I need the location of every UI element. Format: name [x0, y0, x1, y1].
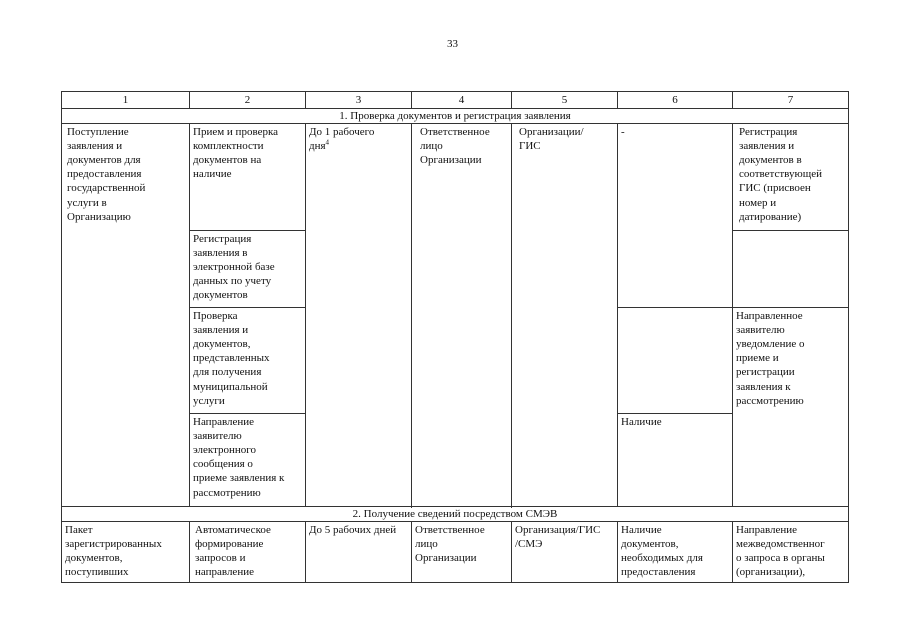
page-number: 33	[447, 38, 458, 50]
section-1-action-1: Прием и проверка комплектности документов на наличие	[190, 124, 306, 231]
section-1-title: 1. Проверка документов и регистрация заявления	[62, 109, 849, 124]
section-1-duration-text: До 1 рабочего дня	[309, 126, 375, 153]
header-cell-2: 2	[190, 92, 306, 109]
section-1-duration-cell	[306, 124, 412, 507]
section-1-input-cell	[62, 124, 190, 507]
section-2-responsible-cell: Ответственное лицо Организации	[412, 522, 512, 583]
header-row	[62, 92, 849, 109]
header-cell-4: 4	[412, 92, 512, 109]
section-2-criteria-cell: Наличие документов, необходимых для предоставления	[618, 522, 733, 583]
header-cell-5: 5	[512, 92, 618, 109]
section-1-action-3: Проверка заявления и документов, представленных для получения муниципальной услуги	[190, 308, 306, 414]
section-1-input-text: Поступление заявления и документов для предоставления государственной услуги в Организацию	[67, 126, 146, 223]
section-2-result-cell: Направление межведомственног о запроса в органы (организации),	[733, 522, 849, 583]
service-procedure-table	[61, 91, 849, 583]
section-2-duration-cell: До 5 рабочих дней	[306, 522, 412, 583]
section-2-action-cell: Автоматическое формирование запросов и направление	[190, 522, 306, 583]
header-cell-1: 1	[62, 92, 190, 109]
section-1-resources-cell: Организации/ ГИС	[512, 124, 618, 507]
section-1-action-2: Регистрация заявления в электронной базе данных по учету документов	[190, 231, 306, 308]
section-1-action-4: Направление заявителю электронного сообщения о приеме заявления к рассмотрению	[190, 414, 306, 507]
footnote-marker: 4	[325, 138, 330, 147]
section-1-result-2	[733, 231, 849, 308]
header-cell-7: 7	[733, 92, 849, 109]
section-1-criteria-3	[618, 308, 733, 414]
section-1-result-1: Регистрация заявления и документов в соответствующей ГИС (присвоен номер и датирование)	[733, 124, 849, 231]
section-1-responsible-cell: Ответственное лицо Организации	[412, 124, 512, 507]
section-2-title-row	[62, 507, 849, 522]
section-1-title-row	[62, 109, 849, 124]
section-1-result-3: Направленное заявителю уведомление о приеме и регистрации заявления к рассмотрению	[733, 308, 849, 507]
section-2-title: 2. Получение сведений посредством СМЭВ	[62, 507, 849, 522]
section-1-criteria-1: -	[618, 124, 733, 308]
header-cell-3: 3	[306, 92, 412, 109]
section-2-input-cell: Пакет зарегистрированных документов, поступивших	[62, 522, 190, 583]
table-row	[62, 522, 849, 583]
header-cell-6: 6	[618, 92, 733, 109]
section-1-criteria-4: Наличие	[618, 414, 733, 507]
table-row	[62, 124, 849, 231]
section-2-resources-cell: Организация/ГИС /СМЭ	[512, 522, 618, 583]
